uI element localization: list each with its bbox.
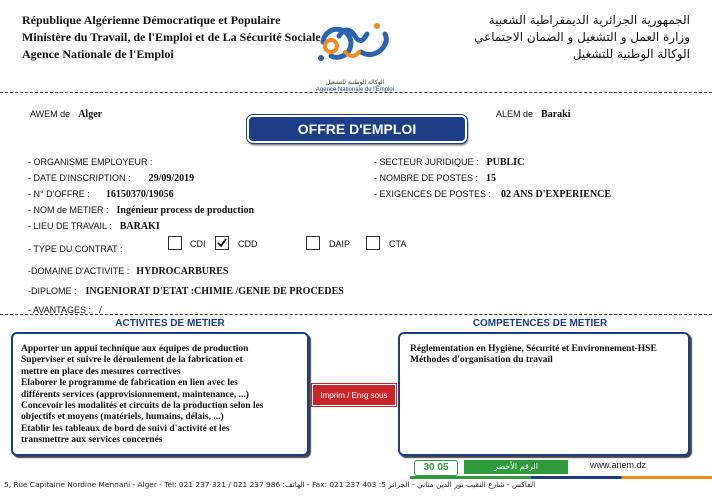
logo-caption-fr: Agence Nationale de l'Emploi <box>315 87 395 93</box>
anem-logo-icon <box>305 12 405 72</box>
avantages-label: - AVANTAGES : <box>28 305 92 315</box>
section-divider <box>0 314 712 315</box>
domaine-value: HYDROCARBURES <box>136 266 229 277</box>
avantages-value: / <box>99 305 102 316</box>
competence-line-2: Méthodes d'organisation du travail <box>410 355 553 366</box>
print-save-button[interactable] <box>312 384 396 406</box>
activites-title: ACTIVITES DE METIER <box>115 318 225 329</box>
activite-line-3: mettre en place des mesures correctives <box>21 366 181 377</box>
metier-label: - NOM de METIER : <box>28 205 109 215</box>
title-box <box>247 115 467 143</box>
cdi-label: CDI <box>190 239 206 249</box>
awem-label: AWEM de <box>30 109 71 119</box>
competences-text <box>400 334 688 367</box>
field-domaine <box>28 261 228 279</box>
activite-line-5: différents services (approvisionnement, maintenance, ...) <box>21 389 249 400</box>
check-icon <box>216 237 228 249</box>
metier-value: Ingénieur process de production <box>116 205 255 216</box>
footer-address: 5, Rue Capitaine Nordine Mennani - Alger - Tel: 021 237 321 / 021 237 986 :الهاتف - Fax: 021 237 403 :الفاكس - شارع النقيب نور الدين مناني - الجزائر 5 <box>4 480 536 489</box>
alem <box>496 104 570 122</box>
cta-label: CTA <box>389 239 407 249</box>
date-inscription-label: - DATE D'INSCRIPTION : <box>28 173 131 183</box>
checkbox-daip[interactable] <box>306 236 320 250</box>
alem-value: Baraki <box>541 109 571 120</box>
header-fr-line-1: République Algérienne Démocratique et Populaire <box>22 13 281 27</box>
website[interactable]: www.anem.dz <box>590 460 647 470</box>
activite-line-8: Etablir les tableaux de bord de suivi d'activité et les <box>21 423 230 434</box>
header-fr-line-2: Ministère du Travail, de l'Emploi et de La Sécurité Sociale <box>22 30 321 44</box>
green-number-badge <box>414 460 574 474</box>
field-diplome <box>28 281 344 299</box>
organisme-label: - ORGANISME EMPLOYEUR : <box>28 157 153 167</box>
green-number: 30 05 <box>414 460 458 476</box>
secteur-value: PUBLIC <box>486 157 525 168</box>
competence-line-1: Réglementation en Hygiène, Sécurité et Environnement-HSE <box>410 344 657 354</box>
header-ar-line-1: الجمهورية الجزائرية الديمقراطية الشعبية <box>488 13 690 27</box>
field-exigences <box>374 184 611 202</box>
contrat-label: - TYPE DU CONTRAT : <box>28 244 123 254</box>
print-save-label: Imprim / Enrg sous <box>320 391 388 400</box>
activite-line-1: Apporter un appui technique aux équipes de production <box>21 344 249 354</box>
anem-logo <box>305 12 405 92</box>
activite-line-4: Elaborer le programme de fabrication en lien avec les <box>21 378 238 389</box>
checkbox-cdi[interactable] <box>168 236 182 250</box>
postes-value: 15 <box>486 173 497 184</box>
activite-line-6: Concevoir les modalités et circuits de la production selon les <box>21 401 264 412</box>
field-avantages <box>28 300 102 318</box>
header-ar <box>400 12 690 63</box>
checkbox-cta[interactable] <box>366 236 380 250</box>
awem-value: Alger <box>78 109 103 120</box>
header-fr-line-3: Agence Nationale de l'Emploi <box>22 47 174 61</box>
competences-title: COMPETENCES DE METIER <box>472 318 608 329</box>
exigences-value: 02 ANS D'EXPERIENCE <box>501 189 612 200</box>
checkbox-cdd[interactable] <box>215 236 229 250</box>
secteur-label: - SECTEUR JURIDIQUE : <box>374 157 479 167</box>
exigences-label: - EXIGENCES DE POSTES : <box>374 189 492 199</box>
num-offre-label: - N° D'OFFRE : <box>28 189 90 199</box>
lieu-value: BARAKI <box>119 221 160 232</box>
diplome-value: INGENIORAT D'ETAT :CHIMIE /GENIE DE PROCEDES <box>85 286 344 297</box>
competences-box <box>398 332 690 456</box>
alem-label: ALEM de <box>496 109 534 119</box>
cdd-label: CDD <box>238 239 258 249</box>
field-contrat <box>28 239 123 257</box>
activites-box <box>11 332 309 456</box>
activite-line-7: objectifs et moyens (matériels, humains, délais, ...) <box>21 412 224 423</box>
date-inscription-value: 29/09/2019 <box>148 173 195 184</box>
logo-caption-ar: الوكالة الوطنية للتشغيل <box>325 79 385 86</box>
green-number-label: الرقم الأخضر <box>464 460 568 474</box>
awem <box>30 104 102 122</box>
header-ar-line-2: وزارة العمل و التشغيل و الضمان الاجتماعي <box>474 30 690 44</box>
activite-line-2: Superviser et suivre le déroulement de la fabrication et <box>21 355 243 366</box>
diplome-label: -DIPLOME : <box>28 286 77 296</box>
field-lieu <box>28 216 160 234</box>
activite-line-9: transmettre aux services concernés <box>21 435 163 446</box>
domaine-label: -DOMAINE D'ACTIVITE : <box>28 266 130 276</box>
lieu-label: - LIEU DE TRAVAIL : <box>28 221 112 231</box>
activites-text <box>13 334 307 447</box>
daip-label: DAIP <box>329 239 351 249</box>
postes-label: - NOMBRE DE POSTES : <box>374 173 479 183</box>
num-offre-value: 16150370/19056 <box>105 189 174 200</box>
footer-stripe <box>410 476 712 479</box>
page-title: OFFRE D'EMPLOI <box>297 121 417 137</box>
header-fr <box>22 12 322 63</box>
header-ar-line-3: الوكالة الوطنية للتشغيل <box>572 47 690 61</box>
header-divider <box>0 92 712 93</box>
